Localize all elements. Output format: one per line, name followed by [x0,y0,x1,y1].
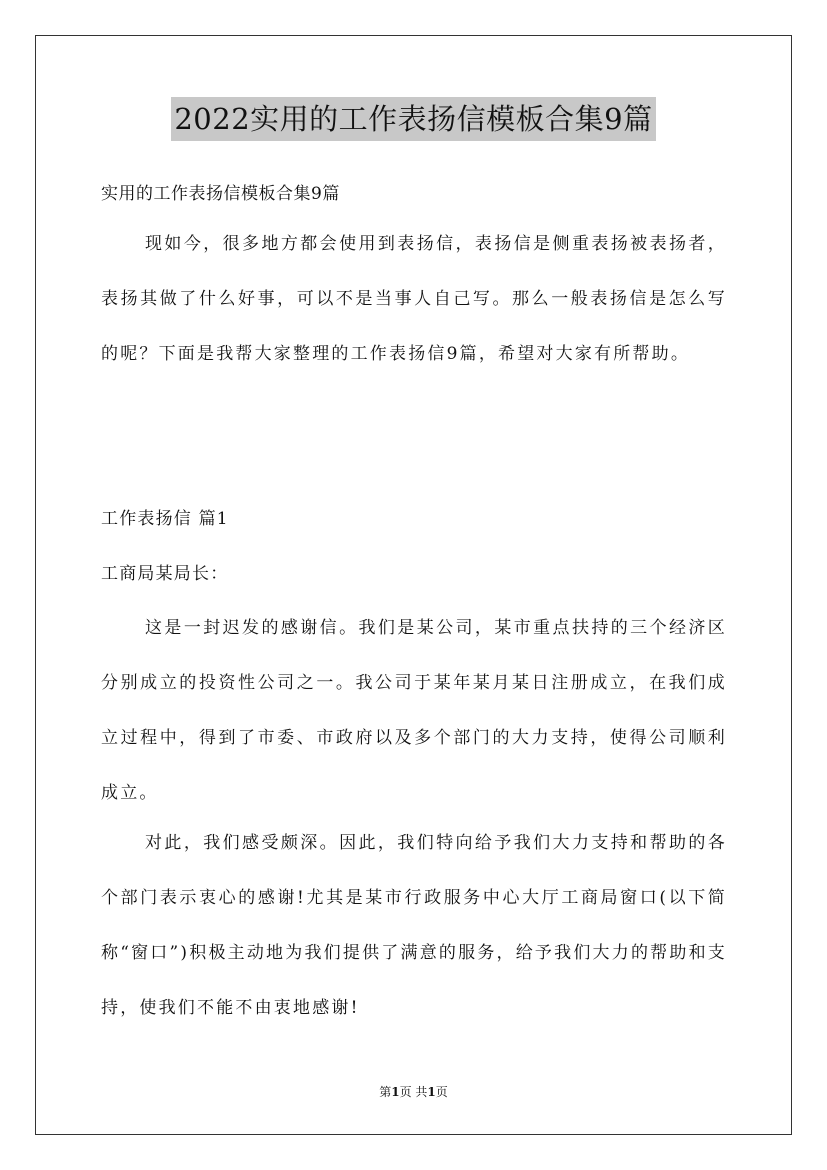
document-title: 2022实用的工作表扬信模板合集9篇 [171,97,655,141]
footer-page-suffix: 页 [435,1085,448,1099]
section-heading: 工作表扬信 篇1 [101,509,229,529]
body-paragraph-2: 对此，我们感受颇深。因此，我们特向给予我们大力支持和帮助的各个部门表示衷心的感谢!尤其是某市行政服务中心大厅工商局窗口(以下简称“窗口”)积极主动地为我们提供了满意的服务，给予我们大力的帮助和支持，使我们不能不由衷地感谢! [101,833,727,1018]
footer-page-mid: 页 共 [399,1085,428,1099]
salutation: 工商局某局长： [101,564,229,584]
title-wrap [0,97,827,141]
footer-page-total: 1 [427,1085,436,1099]
body-paragraph-1: 这是一封迟发的感谢信。我们是某公司，某市重点扶持的三个经济区分别成立的投资性公司之一。我公司于某年某月某日注册成立，在我们成立过程中，得到了市委、市政府以及多个部门的大力支持，使得公司顺利成立。 [101,618,727,803]
page-footer [0,1083,827,1101]
footer-page-current: 1 [391,1085,400,1099]
document-subtitle: 实用的工作表扬信模板合集9篇 [101,184,340,204]
intro-paragraph: 现如今，很多地方都会使用到表扬信，表扬信是侧重表扬被表扬者，表扬其做了什么好事，可以不是当事人自己写。那么一般表扬信是怎么写的呢？下面是我帮大家整理的工作表扬信9篇，希望对大家有所帮助。 [101,234,727,364]
footer-page-prefix: 第 [379,1085,392,1099]
